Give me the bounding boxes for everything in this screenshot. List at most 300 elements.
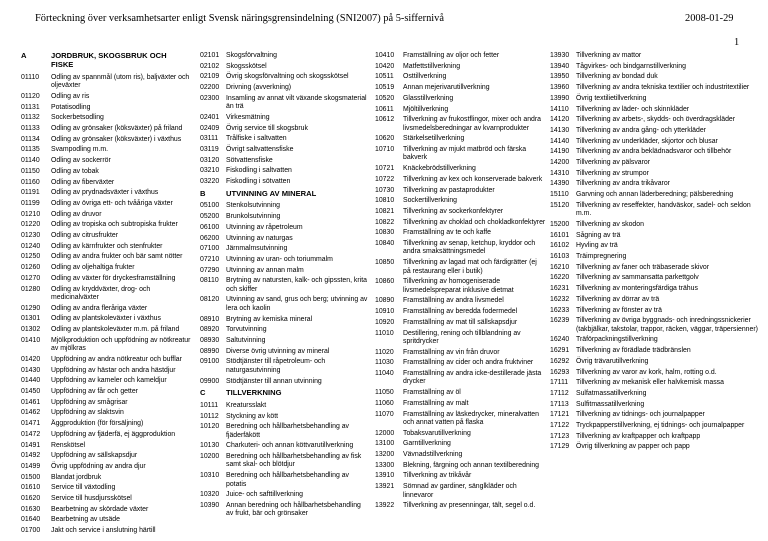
sni-code: 01492 xyxy=(21,452,41,460)
sni-code: 16291 xyxy=(550,347,570,355)
list-item xyxy=(21,356,191,364)
activity-description: Sulfitmassatillverkning xyxy=(576,400,645,408)
activity-description: Tillverkning av pastaprodukter xyxy=(403,186,495,194)
list-item xyxy=(200,146,368,154)
list-item xyxy=(550,232,760,240)
activity-description: Odling av tropiska och subtropiska frukter xyxy=(51,221,178,229)
activity-description: Uppfödning av kameler och kameldjur xyxy=(51,377,167,385)
list-item xyxy=(21,367,191,375)
activity-description: Sockertillverkning xyxy=(403,197,457,205)
activity-description: Tryckpapperstillverkning, ej tidnings- och journalpapper xyxy=(576,422,745,430)
activity-description: Framställning av vin från druvor xyxy=(403,348,500,356)
list-item xyxy=(375,176,546,184)
list-item xyxy=(550,390,760,398)
list-item xyxy=(21,146,191,154)
activity-description: Tillverkning av underkläder, skjortor och blusar xyxy=(576,137,718,145)
activity-description: Tillverkning av lagad mat och färdigrätter (ej på restaurang eller i butik) xyxy=(403,259,537,275)
sni-code: 15110 xyxy=(550,191,569,199)
list-item xyxy=(375,349,546,357)
list-item xyxy=(550,180,760,188)
sni-code: 01240 xyxy=(21,242,41,250)
list-item xyxy=(21,516,191,524)
sni-code: 08920 xyxy=(200,326,220,334)
list-item xyxy=(200,256,368,264)
sni-code: 16239 xyxy=(550,317,570,325)
activity-description: Tillverkning av arbets-, skydds- och överdragskläder xyxy=(576,116,736,124)
activity-description: Övrig trävarutillverkning xyxy=(576,357,649,365)
activity-description: Övrig skogsförvaltning och skogsskötsel xyxy=(226,73,349,81)
sni-code: 01131 xyxy=(21,103,40,111)
activity-description: Juice- och safttillverkning xyxy=(226,491,303,499)
activity-description: Träförpackningstillverkning xyxy=(576,336,658,344)
column-1 xyxy=(21,52,191,538)
section-title: UTVINNING AV MINERAL xyxy=(226,188,317,198)
sni-code: 10519 xyxy=(375,84,395,92)
sni-code: 11040 xyxy=(375,370,394,378)
sni-code: 01210 xyxy=(21,210,41,218)
list-item xyxy=(375,63,546,71)
activity-description: Insamling av annat vilt växande skogsmaterial än trä xyxy=(226,94,367,111)
list-item xyxy=(200,135,368,143)
list-item xyxy=(550,285,760,293)
activity-description: Odling av plantskoleväxter m.m. på friland xyxy=(51,326,180,334)
sni-code: 10730 xyxy=(375,186,395,194)
sni-code: 17113 xyxy=(550,400,569,408)
activity-description: Uppfödning av andra nötkreatur och bufflar xyxy=(51,355,182,363)
sni-code: 01191 xyxy=(21,189,40,197)
activity-description: Odling av ris xyxy=(51,92,90,100)
sni-code: 08990 xyxy=(200,347,220,355)
sni-code: 10410 xyxy=(375,52,395,59)
sni-code: 10850 xyxy=(375,259,395,267)
sni-code: 01499 xyxy=(21,462,41,470)
list-item xyxy=(200,178,368,186)
sni-code: 13922 xyxy=(375,502,395,510)
activity-description: Uppfödning av smågrisar xyxy=(51,398,128,406)
sni-code: 01620 xyxy=(21,495,41,503)
sni-code: 17111 xyxy=(550,379,569,387)
activity-description: Tobaksvarutillverkning xyxy=(403,429,471,437)
activity-description: Övrigt saltvattensfiske xyxy=(226,146,294,154)
sni-code: 01471 xyxy=(21,420,41,428)
activity-description: Odling av plantskoleväxter i växthus xyxy=(51,315,161,323)
activity-description: Sockerbetsodling xyxy=(51,114,104,122)
sni-code: 01260 xyxy=(21,264,41,272)
list-item xyxy=(200,245,368,253)
activity-description: Drivning (avverkning) xyxy=(226,84,292,92)
sni-code: 10120 xyxy=(200,423,220,431)
activity-description: Framställning av malt xyxy=(403,399,469,407)
sni-code: 10200 xyxy=(200,453,220,461)
list-item xyxy=(200,84,368,92)
column-2 xyxy=(200,52,368,521)
activity-description: Fiskodling i sötvatten xyxy=(226,178,291,186)
list-item xyxy=(550,52,760,60)
sni-code: 01270 xyxy=(21,274,41,282)
list-item xyxy=(200,402,368,410)
sni-code: 10130 xyxy=(200,442,220,450)
sni-code: 06200 xyxy=(200,234,220,242)
sni-code: 08910 xyxy=(200,315,220,323)
list-item xyxy=(21,114,191,122)
sni-code: 16233 xyxy=(550,306,570,314)
activity-description: Beredning och hållbarhetsbehandling av fisk samt skal- och blötdjur xyxy=(226,453,362,469)
sni-code: 10821 xyxy=(375,207,395,215)
list-item xyxy=(21,125,191,133)
sni-code: 01199 xyxy=(21,199,40,207)
list-item xyxy=(375,472,546,480)
list-item xyxy=(200,167,368,175)
activity-description: Framställning av oljor och fetter xyxy=(403,52,500,59)
activity-description: Framställning av läskedrycker, mineralvatten och annat vatten på flaska xyxy=(403,410,539,426)
activity-description: Trålfiske i saltvatten xyxy=(226,135,287,143)
sni-code: 13950 xyxy=(550,73,570,81)
activity-description: Tillverkning av sockerkonfektyrer xyxy=(403,207,504,215)
sni-code: 10890 xyxy=(375,297,395,305)
activity-description: Mjöltillverkning xyxy=(403,105,449,113)
sni-code: 10822 xyxy=(375,218,395,226)
activity-description: Framställning av mat till sällskapsdjur xyxy=(403,318,518,326)
list-item xyxy=(375,451,546,459)
sni-code: 17129 xyxy=(550,443,570,451)
activity-description: Saltutvinning xyxy=(226,337,266,344)
list-item xyxy=(375,84,546,92)
activity-description: Tillverkning av kraftpapper och kraftpapp xyxy=(576,432,701,440)
activity-description: Torvutvinning xyxy=(226,326,267,334)
list-item xyxy=(21,136,191,144)
activity-description: Tillverkning av reseffekter, handväskor, sadel- och seldon m.m. xyxy=(576,201,751,218)
sni-code: 07290 xyxy=(200,266,220,274)
sni-code: 14200 xyxy=(550,159,570,167)
sni-code: 10860 xyxy=(375,278,395,286)
list-item xyxy=(21,253,191,261)
column-4 xyxy=(550,52,760,454)
list-item xyxy=(21,93,191,101)
sni-code: 01150 xyxy=(21,167,40,175)
activity-description: Jakt och service i anslutning härtill xyxy=(51,527,156,535)
sni-code: 01160 xyxy=(21,178,40,186)
activity-description: Charkuteri- och annan köttvarutillverkning xyxy=(226,442,354,450)
sni-code: 11020 xyxy=(375,348,394,356)
sni-code: 13940 xyxy=(550,62,570,70)
activity-description: Odling av tobak xyxy=(51,167,99,175)
activity-description: Garvning och annan läderberedning; pälsberedning xyxy=(576,191,734,199)
list-item xyxy=(21,286,191,303)
list-item xyxy=(21,377,191,385)
sni-code: 14310 xyxy=(550,169,570,177)
list-item xyxy=(550,401,760,409)
activity-description: Skogsförvaltning xyxy=(226,52,277,59)
sni-code: 03111 xyxy=(200,135,219,143)
activity-description: Odling av grönsaker (köksväxter) i växthus xyxy=(51,135,182,143)
sni-code: 08120 xyxy=(200,296,220,304)
sni-code: 14140 xyxy=(550,137,570,145)
list-item xyxy=(200,114,368,122)
sni-code: 10721 xyxy=(375,165,395,173)
activity-description: Annan beredning och hållbarhetsbehandling av frukt, bär och grönsaker xyxy=(226,501,361,518)
sni-code: 01134 xyxy=(21,135,40,143)
sni-code: 01230 xyxy=(21,232,41,240)
sni-code: 02200 xyxy=(200,84,220,92)
list-item xyxy=(375,165,546,173)
list-item xyxy=(375,259,546,276)
sni-code: 10112 xyxy=(200,412,219,420)
sni-code: 17112 xyxy=(550,389,569,397)
list-item xyxy=(550,253,760,261)
sni-code: 14130 xyxy=(550,126,570,134)
activity-description: Tillverkning av mjukt matbröd och färska bakverk xyxy=(403,146,527,162)
list-item xyxy=(200,296,368,313)
list-item xyxy=(200,502,368,519)
list-item xyxy=(375,106,546,114)
sni-code: 13910 xyxy=(375,472,395,480)
activity-description: Brytning av kemiska mineral xyxy=(226,315,313,323)
list-item xyxy=(550,379,760,387)
activity-description: Framställning av beredda fodermedel xyxy=(403,308,518,316)
activity-description: Tillverkning av varor av kork, halm, rotting o.d. xyxy=(576,368,717,376)
list-item xyxy=(550,148,760,156)
activity-description: Tillverkning av presenningar, tält, segel o.d. xyxy=(403,502,536,510)
document-title: Förteckning över verksamhetsarter enligt Svensk näringsgrensindelning (SNI2007) på 5-siffernivå xyxy=(35,13,444,24)
activity-description: Tillverkning av homogeniserade livsmedelspreparat inklusive dietmat xyxy=(403,278,514,294)
activity-description: Tillverkning av trikåvår xyxy=(403,472,472,480)
activity-description: Tillverkning av faner och träbaserade skivor xyxy=(576,263,710,271)
sni-code: 03119 xyxy=(200,146,219,154)
list-item xyxy=(21,527,191,535)
list-item xyxy=(550,336,760,344)
activity-description: Framställning av andra icke-destillerade jästa drycker xyxy=(403,370,542,386)
sni-code: 15200 xyxy=(550,220,570,228)
sni-code: 12000 xyxy=(375,429,395,437)
section-letter: C xyxy=(200,387,206,397)
sni-code: 01133 xyxy=(21,125,40,133)
list-item xyxy=(21,388,191,396)
activity-description: Matfettstillverkning xyxy=(403,62,461,70)
sni-code: 10920 xyxy=(375,318,395,326)
activity-description: Stenkolsutvinning xyxy=(226,202,281,210)
list-item xyxy=(21,474,191,482)
activity-description: Sömnad av gardiner, sänglkläder och linnevaror xyxy=(403,483,517,499)
sni-code: 13200 xyxy=(375,451,395,459)
activity-description: Renskötsel xyxy=(51,441,86,449)
sni-code: 11060 xyxy=(375,399,394,407)
list-item xyxy=(375,389,546,397)
list-item xyxy=(200,277,368,294)
sni-code: 01430 xyxy=(21,366,41,374)
list-item xyxy=(21,104,191,112)
list-item xyxy=(550,433,760,441)
activity-description: Beredning och hållbarhetsbehandling av fjäderfäkött xyxy=(226,423,349,439)
activity-description: Tillverkning av senap, ketchup, kryddor och andra smaksättningsmedel xyxy=(403,240,536,256)
sni-code: 10810 xyxy=(375,197,395,205)
activity-description: Blekning, färgning och annan textilberedning xyxy=(403,461,539,469)
list-item xyxy=(550,242,760,250)
sni-code: 01700 xyxy=(21,527,41,535)
activity-description: Odling av oljehaltiga frukter xyxy=(51,264,135,272)
list-item xyxy=(200,423,368,440)
activity-description: Tillverkning av andra trikåvaror xyxy=(576,180,670,188)
list-item xyxy=(200,95,368,112)
list-item xyxy=(550,84,760,92)
list-item xyxy=(21,243,191,251)
list-item xyxy=(21,189,191,197)
list-item xyxy=(550,221,760,229)
section-letter: A xyxy=(21,51,27,60)
sni-code: 16293 xyxy=(550,368,570,376)
activity-description: Skogsskötsel xyxy=(226,62,267,70)
sni-code: 03120 xyxy=(200,156,220,164)
list-item xyxy=(375,462,546,470)
list-item xyxy=(550,202,760,219)
column-3 xyxy=(375,52,546,513)
activity-description: Tillverkning av pälsvaror xyxy=(576,159,651,167)
section-heading xyxy=(21,52,191,70)
sni-code: 01110 xyxy=(21,73,40,81)
activity-description: Uppfödning av får och getter xyxy=(51,388,138,396)
sni-code: 10390 xyxy=(200,501,220,509)
sni-code: 02409 xyxy=(200,124,220,132)
list-item xyxy=(375,95,546,103)
activity-description: Bearbetning av skördade växter xyxy=(51,505,149,513)
list-item xyxy=(375,278,546,295)
list-item xyxy=(375,297,546,305)
sni-code: 16240 xyxy=(550,336,570,344)
list-item xyxy=(550,95,760,103)
activity-description: Övrig uppfödning av andra djur xyxy=(51,462,146,470)
list-item xyxy=(550,63,760,71)
activity-description: Bearbetning av utsäde xyxy=(51,516,120,524)
sni-code: 07100 xyxy=(200,245,220,253)
sni-code: 01630 xyxy=(21,505,41,513)
list-item xyxy=(550,317,760,334)
sni-code: 11050 xyxy=(375,389,394,397)
list-item xyxy=(200,358,368,375)
activity-description: Övrig service till skogsbruk xyxy=(226,124,308,132)
activity-description: Sågning av trä xyxy=(576,231,621,239)
list-item xyxy=(21,200,191,208)
activity-description: Utvinning av sand, grus och berg; utvinning av lera och kaolin xyxy=(226,296,368,312)
activity-description: Tillverkning av sammansatta parkettgolv xyxy=(576,274,699,282)
activity-description: Service till husdjursskötsel xyxy=(51,495,132,503)
sni-code: 13960 xyxy=(550,84,570,92)
activity-description: Tillverkning av fönster av trä xyxy=(576,306,662,314)
list-item xyxy=(200,63,368,71)
sni-code: 01461 xyxy=(21,398,41,406)
sni-code: 01472 xyxy=(21,430,41,438)
activity-description: Styckning av kött xyxy=(226,412,279,420)
sni-code: 10310 xyxy=(200,472,220,480)
activity-description: Odling av druvor xyxy=(51,210,102,218)
activity-description: Osttillverkning xyxy=(403,73,447,81)
activity-description: Utvinning av naturgas xyxy=(226,234,293,242)
activity-description: Fiskodling i saltvatten xyxy=(226,167,292,175)
activity-description: Destillering, rening och tillblandning av spritdrycker xyxy=(403,329,521,345)
sni-code: 01135 xyxy=(21,146,40,154)
activity-description: Tillverkning av bondad duk xyxy=(576,73,658,81)
activity-description: Uppfödning av hästar och andra hästdjur xyxy=(51,366,176,374)
activity-description: Odling av grönsaker (köksväxter) på friland xyxy=(51,125,183,133)
activity-description: Glasstillverkning xyxy=(403,94,454,102)
list-item xyxy=(21,221,191,229)
list-item xyxy=(21,506,191,514)
sni-code: 13921 xyxy=(375,483,395,491)
sni-code: 13100 xyxy=(375,440,395,448)
activity-description: Tillverkning av skodon xyxy=(576,220,644,228)
sni-code: 09100 xyxy=(200,358,220,366)
list-item xyxy=(200,337,368,345)
list-item xyxy=(550,443,760,451)
list-item xyxy=(200,316,368,324)
list-item xyxy=(375,330,546,347)
activity-description: Stärkelsetillverkning xyxy=(403,135,465,143)
list-item xyxy=(550,358,760,366)
list-item xyxy=(375,240,546,257)
list-item xyxy=(550,170,760,178)
activity-description: Svampodling m.m. xyxy=(51,146,109,154)
sni-code: 16292 xyxy=(550,357,570,365)
list-item xyxy=(200,413,368,421)
list-item xyxy=(21,232,191,240)
list-item xyxy=(375,430,546,438)
activity-description: Framställning av cider och andra fruktviner xyxy=(403,359,534,367)
list-item xyxy=(550,191,760,199)
activity-description: Tillverkning av kex och konserverade bakverk xyxy=(403,175,543,183)
activity-description: Odling av kärnfrukter och stenfrukter xyxy=(51,242,163,250)
sni-code: 11070 xyxy=(375,410,394,418)
sni-code: 17121 xyxy=(550,411,570,419)
activity-description: Vävnadstillverkning xyxy=(403,451,463,459)
list-item xyxy=(375,502,546,510)
activity-description: Framställning av te och kaffe xyxy=(403,229,491,237)
list-item xyxy=(375,116,546,133)
section-heading xyxy=(200,190,368,199)
activity-description: Odling av prydnadsväxter i växthus xyxy=(51,189,159,197)
sni-code: 10420 xyxy=(375,62,395,70)
sni-code: 16101 xyxy=(550,231,570,239)
sni-code: 10840 xyxy=(375,240,395,248)
list-item xyxy=(21,326,191,334)
list-item xyxy=(21,275,191,283)
list-item xyxy=(550,127,760,135)
activity-description: Tillverkning av andra gång- och ytterkläder xyxy=(576,126,706,134)
sni-code: 11030 xyxy=(375,359,394,367)
activity-description: Uppfödning av fjäderfä, ej äggproduktion xyxy=(51,430,176,438)
list-item xyxy=(375,146,546,163)
sni-code: 02300 xyxy=(200,94,220,102)
list-item xyxy=(550,411,760,419)
sni-code: 02109 xyxy=(200,73,220,81)
activity-description: Diverse övrig utvinning av mineral xyxy=(226,347,330,355)
activity-description: Stödtjänster till annan utvinning xyxy=(226,377,322,385)
sni-code: 10320 xyxy=(200,491,220,499)
list-item xyxy=(21,431,191,439)
activity-description: Brunkolsutvinning xyxy=(226,213,281,221)
list-item xyxy=(375,319,546,327)
section-title: JORDBRUK, SKOGSBRUK OCH FISKE xyxy=(51,51,167,69)
activity-description: Sulfatmassatillverkning xyxy=(576,389,647,397)
list-item xyxy=(550,307,760,315)
activity-description: Tillverkning av andra tekniska textilier och industritextilier xyxy=(576,84,750,92)
activity-description: Utvinning av råpetroleum xyxy=(226,223,303,231)
sni-code: 05200 xyxy=(200,213,220,221)
activity-description: Knäckebrödstillverkning xyxy=(403,165,476,173)
activity-description: Framställning av öl xyxy=(403,389,461,397)
list-item xyxy=(21,168,191,176)
list-item xyxy=(200,73,368,81)
sni-code: 17123 xyxy=(550,432,570,440)
list-item xyxy=(200,378,368,386)
list-item xyxy=(21,211,191,219)
